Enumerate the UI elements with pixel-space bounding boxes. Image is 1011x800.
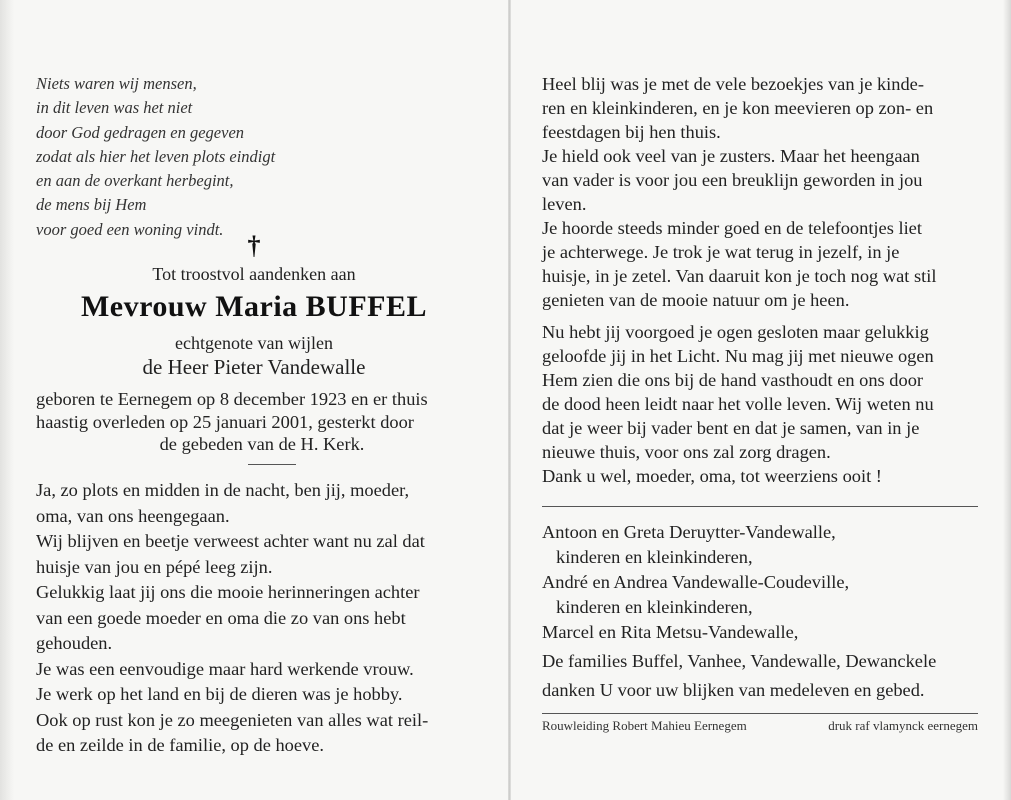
text-line: genieten van de mooie natuur om je heen. [542, 290, 850, 310]
text-line: ren en kleinkinderen, en je kon meevieren op zon- en [542, 98, 934, 118]
family-member: André en Andrea Vandewalle-Coudeville, [542, 572, 850, 592]
family-member: Antoon en Greta Deruytter-Vandewalle, [542, 522, 836, 542]
text-line: Je hield ook veel van je zusters. Maar het heengaan [542, 146, 920, 166]
text-line: feestdagen bij hen thuis. [542, 122, 721, 142]
text-line: de dood heen leidt naar het volle leven. Wij weten nu [542, 394, 934, 414]
deceased-name: Mevrouw Maria BUFFEL [80, 290, 428, 323]
text-line: Gelukkig laat jij ons die mooie herinneringen achter [36, 582, 420, 602]
birth-death-details [36, 388, 488, 456]
text-line: gehouden. [36, 633, 113, 653]
text-line: Je was een eenvoudige maar hard werkende vrouw. [36, 658, 414, 679]
text-line: je achterwege. Je trok je wat terug in jezelf, in je [542, 242, 900, 262]
family-descendants: kinderen en kleinkinderen, [556, 547, 753, 567]
thanks-line: danken U voor uw blijken van medeleven en gebed. [542, 680, 925, 700]
poem-line: zodat als hier het leven plots eindigt [36, 146, 276, 166]
text-line: Wij blijven en beetje verweest achter want nu zal dat [36, 531, 425, 551]
separator-line [248, 464, 296, 465]
poem-line: voor goed een woning vindt. [36, 219, 224, 239]
text-line: Nu hebt jij voorgoed je ogen gesloten maar gelukkig [542, 322, 929, 342]
poem-line: door God gedragen en gegeven [36, 122, 245, 142]
text-line: Dank u wel, moeder, oma, tot weerziens ooit ! [542, 466, 882, 486]
text-line: leven. [542, 194, 587, 214]
card-left-edge [0, 0, 14, 800]
text-line: huisje, in je zetel. Van daaruit kon je toch nog wat stil [542, 266, 937, 286]
footer-credits [542, 718, 978, 734]
memorial-intro: Tot troostvol aandenken aan [152, 264, 356, 284]
right-body-text [542, 72, 978, 488]
spouse-name: de Heer Pieter Vandewalle [142, 355, 366, 379]
undertaker-credit: Rouwleiding Robert Mahieu Eernegem [542, 718, 747, 733]
text-line: oma, van ons heengegaan. [36, 505, 230, 526]
card-right-edge [1003, 0, 1011, 800]
text-line: Ook op rust kon je zo meegenieten van alles wat reil- [36, 709, 429, 730]
poem-line: en aan de overkant herbegint, [36, 171, 234, 191]
left-page [18, 0, 490, 800]
left-body-text [36, 478, 488, 759]
spouse-intro: echtgenote van wijlen [175, 333, 333, 353]
family-descendants: kinderen en kleinkinderen, [556, 597, 753, 617]
footer-divider [542, 713, 978, 714]
poem-line: Niets waren wij mensen, [36, 74, 197, 93]
poem-line: in dit leven was het niet [36, 98, 193, 118]
families-line: De families Buffel, Vanhee, Vandewalle, Dewanckele [542, 651, 937, 671]
text-line: geloofde jij in het Licht. Nu mag jij met nieuwe ogen [542, 346, 934, 366]
text-line: van een goede moeder en oma die zo van ons hebt [36, 607, 406, 628]
poem [36, 72, 275, 242]
text-line: nieuwe thuis, voor ons zal zorg dragen. [542, 442, 831, 462]
section-divider [542, 506, 978, 507]
church-line: de gebeden van de H. Kerk. [159, 434, 365, 454]
text-line: huisje van jou en pépé leeg zijn. [36, 556, 273, 577]
paragraph-gap [542, 312, 978, 320]
card-fold [508, 0, 511, 800]
text-line: van vader is voor jou een breuklijn geworden in jou [542, 170, 923, 190]
text-line: Je werk op het land en bij de dieren was je hobby. [36, 684, 403, 704]
text-line: Ja, zo plots en midden in de nacht, ben jij, moeder, [36, 480, 410, 500]
birth-line: geboren te Eernegem op 8 december 1923 en er thuis [36, 389, 428, 409]
cross-icon: † [247, 231, 261, 260]
text-line: de en zeilde in de familie, op de hoeve. [36, 735, 325, 755]
poem-line: de mens bij Hem [36, 195, 147, 215]
family-member: Marcel en Rita Metsu-Vandewalle, [542, 622, 799, 642]
text-line: Je hoorde steeds minder goed en de telefoontjes liet [542, 218, 922, 238]
text-line: Hem zien die ons bij de hand vasthoudt en ons door [542, 370, 924, 390]
text-line: Heel blij was je met de vele bezoekjes van je kinde- [542, 74, 924, 94]
printer-credit: druk raf vlamynck eernegem [828, 718, 978, 733]
family-list [542, 520, 978, 703]
death-line: haastig overleden op 25 januari 2001, gesterkt door [36, 411, 414, 432]
right-page [530, 0, 980, 800]
text-line: dat je weer bij vader bent en dat je samen, van in je [542, 418, 920, 438]
